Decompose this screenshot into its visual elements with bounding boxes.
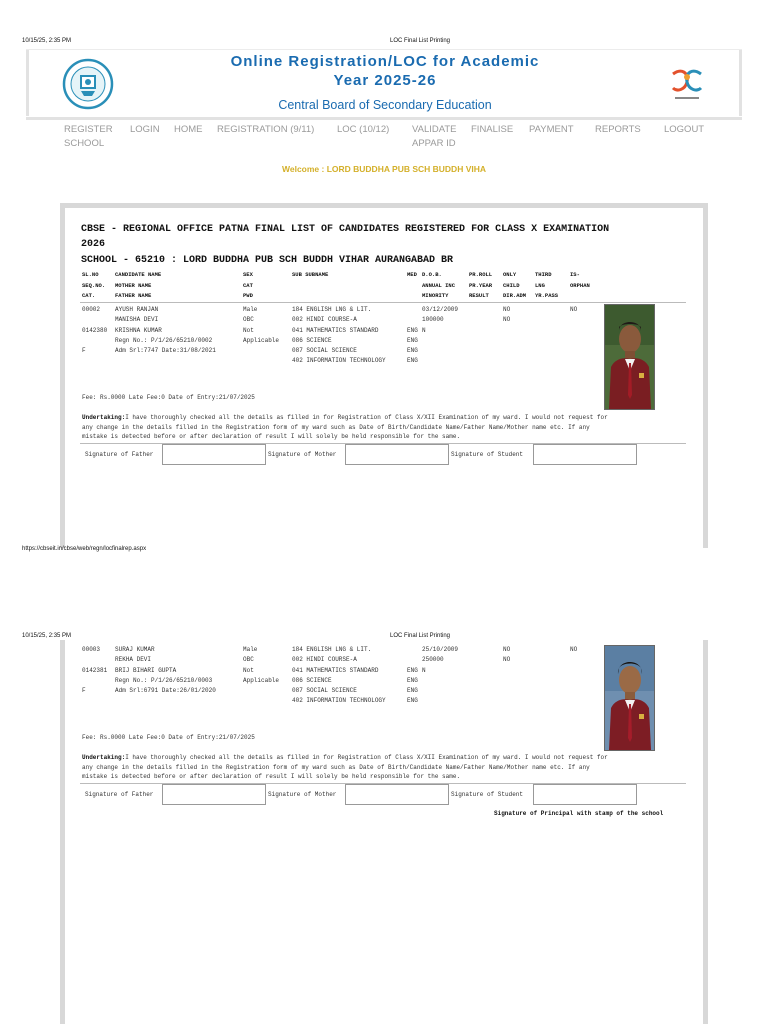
nav-registration[interactable]: REGISTRATION (9/11) [217, 124, 315, 135]
portal-title [160, 52, 610, 90]
signature-mother-box-2 [345, 784, 449, 805]
report-heading: CBSE - REGIONAL OFFICE PATNA FINAL LIST OF CANDIDATES REGISTERED FOR CLASS X EXAMINATION 2026 [81, 224, 610, 250]
cand1-col-names: AYUSH RANJAN MANISHA DEVI KRISHNA KUMAR Regn No.: P/1/26/65210/0002 Adm Srl:7747 Date:31/08/2021 [115, 306, 216, 355]
signature-father-box [162, 444, 266, 465]
school-line: SCHOOL - 65210 : LORD BUDDHA PUB SCH BUDDH VIHAR AURANGABAD BR [81, 255, 454, 266]
colhd-subjects: SUB SUBNAME [292, 271, 329, 278]
cand1-col-medium: ENG ENG ENG ENG [407, 326, 418, 365]
nav-payment[interactable]: PAYMENT [529, 124, 574, 135]
signature-student-label-2: Signature of Student [451, 791, 524, 798]
print-title: LOC Final List Printing [390, 38, 451, 44]
nav-register-school[interactable]: REGISTER SCHOOL [64, 124, 113, 149]
cand2-col-dob: 25/10/2009 250000 N [422, 646, 459, 674]
colhd-dob: D.O.B. ANNUAL INC MINORITY [422, 271, 456, 299]
cand1-col-sex: Male OBC Not Applicable [243, 306, 280, 344]
signature-student-label: Signature of Student [451, 451, 524, 458]
cand1-fee-line: Fee: Rs.0000 Late Fee:0 Date of Entry:21/07/2025 [82, 394, 255, 401]
signature-mother-label-2: Signature of Mother [268, 791, 337, 798]
nav-login[interactable]: LOGIN [130, 124, 160, 135]
cand2-col-orphan: NO [570, 646, 578, 653]
signature-mother-box [345, 444, 449, 465]
undertaking-text-2: Undertaking:I have thoroughly checked all the details as filled in for Registration of Class X/XII Examination of my ward. I would not request for any change in the details filled in the Registration form of my ward such as Date of Birth/Candidate Name/Father Name/Mother name etc. If any mistake is detected before or after declaration of result I will solely be held responsible for the same. [82, 754, 608, 780]
print-title-2: LOC Final List Printing [390, 633, 451, 639]
board-name: Central Board of Secondary Education [278, 98, 492, 112]
colhd-names: CANDIDATE NAME MOTHER NAME FATHER NAME [115, 271, 162, 299]
page-url: https://cbseit.in/cbse/web/regn/locfinalrep.aspx [22, 546, 147, 552]
cand2-col-medium: ENG ENG ENG ENG [407, 666, 418, 705]
nav-logout[interactable]: LOGOUT [664, 124, 705, 135]
cand2-col-names: SURAJ KUMAR REKHA DEVI BRIJ BIHARI GUPTA Regn No.: P/1/26/65210/0003 Adm Srl:6791 Date:26/01/2020 [115, 646, 216, 695]
signature-father-box-2 [162, 784, 266, 805]
title-line1: Online Registration/LOC for Academic [230, 53, 540, 70]
colhd-onlychild: ONLY CHILD DIR.ADM [503, 271, 527, 299]
nav-home[interactable]: HOME [174, 124, 203, 135]
cand2-col-sex: Male OBC Not Applicable [243, 646, 280, 684]
signature-father-label-2: Signature of Father [85, 791, 154, 798]
cand2-col-onlychild: NO NO [503, 646, 511, 664]
candidate-photo [604, 645, 655, 751]
signature-student-box-2 [533, 784, 637, 805]
signature-mother-label: Signature of Mother [268, 451, 337, 458]
cand1-col-slno: 00002 0142380 F [82, 306, 108, 355]
nav-validate-appar-id[interactable]: VALIDATE APPAR ID [412, 124, 457, 149]
cbse-logo-icon [62, 58, 114, 110]
title-line2: Year 2025-26 [333, 72, 437, 89]
colhd-slno: SL.NO SEQ.NO. CAT. [82, 271, 106, 299]
signature-principal-label: Signature of Principal with stamp of the school [494, 810, 664, 817]
nav-finalise[interactable]: FINALISE [471, 124, 514, 135]
colhd-orphan: IS- ORPHAN [570, 271, 590, 289]
signature-student-box [533, 444, 637, 465]
cand1-col-onlychild: NO NO [503, 306, 511, 324]
welcome-message: Welcome : LORD BUDDHA PUB SCH BUDDH VIHA [281, 164, 486, 174]
undertaking-text-1: Undertaking:I have thoroughly checked all the details as filled in for Registration of Class X/XII Examination of my ward. I would not request for any change in the details filled in the Registration form of my ward such as Date of Birth/Candidate Name/Father Name/Mother name etc. If any mistake is detected before or after declaration of result I will solely be held responsible for the same. [82, 414, 608, 440]
colhd-prroll: PR.ROLL PR.YEAR RESULT [469, 271, 493, 299]
signature-father-label: Signature of Father [85, 451, 154, 458]
cand2-col-subjects: 184 ENGLISH LNG & LIT. 002 HINDI COURSE-A 041 MATHEMATICS STANDARD 086 SCIENCE 087 SOCIAL SCIENCE 402 INFORMATION TECHNOLOGY [292, 646, 386, 705]
print-datetime: 10/15/25, 2:35 PM [22, 38, 72, 44]
cand1-col-subjects: 184 ENGLISH LNG & LIT. 002 HINDI COURSE-A 041 MATHEMATICS STANDARD 086 SCIENCE 087 SOCIAL SCIENCE 402 INFORMATION TECHNOLOGY [292, 306, 386, 365]
colhd-thirdlng: THIRD LNG YR.PASS [535, 271, 559, 299]
digital-cbse-logo-icon [667, 62, 707, 104]
colhd-sex: SEX CAT PWD [243, 271, 253, 299]
colhd-medium: MED [407, 271, 417, 278]
cand2-col-slno: 00003 0142381 F [82, 646, 108, 695]
cand1-col-orphan: NO [570, 306, 578, 313]
cand2-fee-line: Fee: Rs.0000 Late Fee:0 Date of Entry:21/07/2025 [82, 734, 255, 741]
print-datetime-2: 10/15/25, 2:35 PM [22, 633, 72, 639]
candidate-photo [604, 304, 655, 410]
nav-reports[interactable]: REPORTS [595, 124, 641, 135]
nav-loc[interactable]: LOC (10/12) [337, 124, 390, 135]
cand1-col-dob: 03/12/2009 100000 N [422, 306, 459, 334]
